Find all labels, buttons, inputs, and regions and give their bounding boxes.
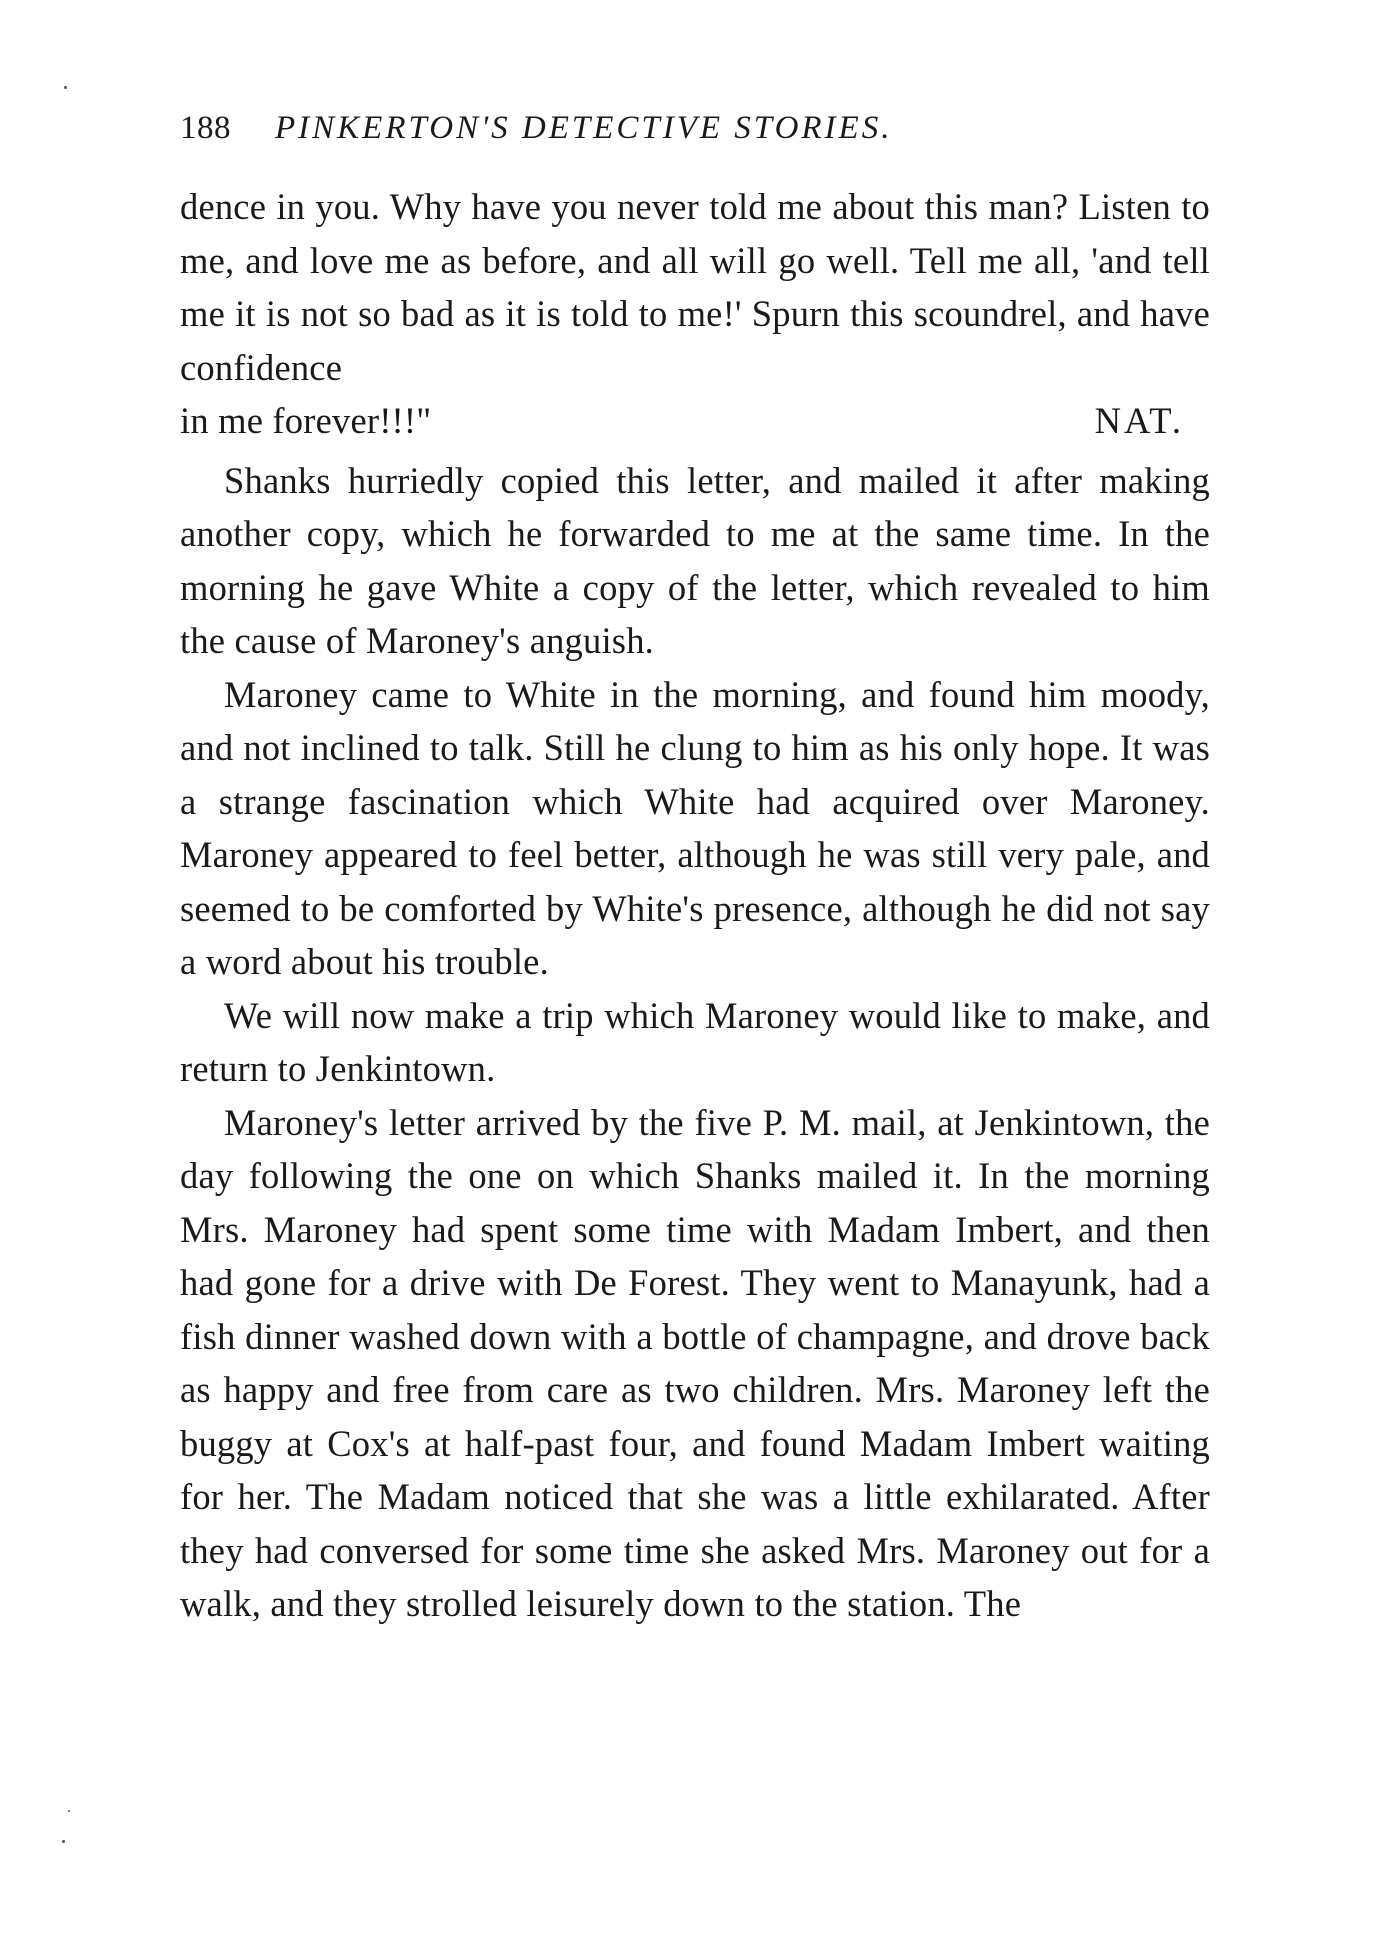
book-page (180, 110, 1210, 1631)
scan-speck (64, 86, 67, 89)
paragraph-letter-continuation: dence in you. Why have you never told me about this man? Listen to me, and love me as before, and all will go well. Tell me all, 'and tell me it is not so bad as it is told to me!' Spurn this scoundrel, and have confidence (180, 186, 1210, 388)
paragraph: We will now make a trip which Maroney would like to make, and return to Jenkintown. (180, 994, 1210, 1089)
running-head (180, 110, 1210, 170)
scan-speck (62, 1840, 65, 1843)
body-text (180, 180, 1210, 1631)
paragraph: Shanks hurriedly copied this letter, and mailed it after making another copy, which he forwarded to me at the same time. In the morning he gave White a copy of the letter, which revealed to him the cause of Maroney's anguish. (180, 459, 1210, 661)
letter-closing-line: in me forever!!!" (180, 400, 432, 441)
running-title: PINKERTON'S DETECTIVE STORIES. (275, 110, 893, 146)
page-number: 188 (180, 110, 231, 146)
letter-closing (180, 394, 1210, 448)
letter-signature: NAT. (1094, 400, 1184, 441)
paragraph: Maroney came to White in the morning, and found him moody, and not inclined to talk. Still he clung to him as his only hope. It was a strange fascination which White had acquired over Maroney. Maroney appeared to feel better, although he was still very pale, and seemed to be comforted by White's presence, although he did not say a word about his trouble. (180, 673, 1210, 982)
scan-speck (68, 1810, 70, 1812)
paragraph: Maroney's letter arrived by the five P. M. mail, at Jenkintown, the day following the one on which Shanks mailed it. In the morning Mrs. Maroney had spent some time with Madam Imbert, and then had gone for a drive with De Forest. They went to Manayunk, had a fish dinner washed down with a bottle of champagne, and drove back as happy and free from care as two children. Mrs. Maroney left the buggy at Cox's at half-past four, and found Madam Imbert waiting for her. The Madam noticed that she was a little exhilarated. After they had conversed for some time she asked Mrs. Maroney out for a walk, and they strolled leisurely down to the station. The (180, 1101, 1210, 1624)
